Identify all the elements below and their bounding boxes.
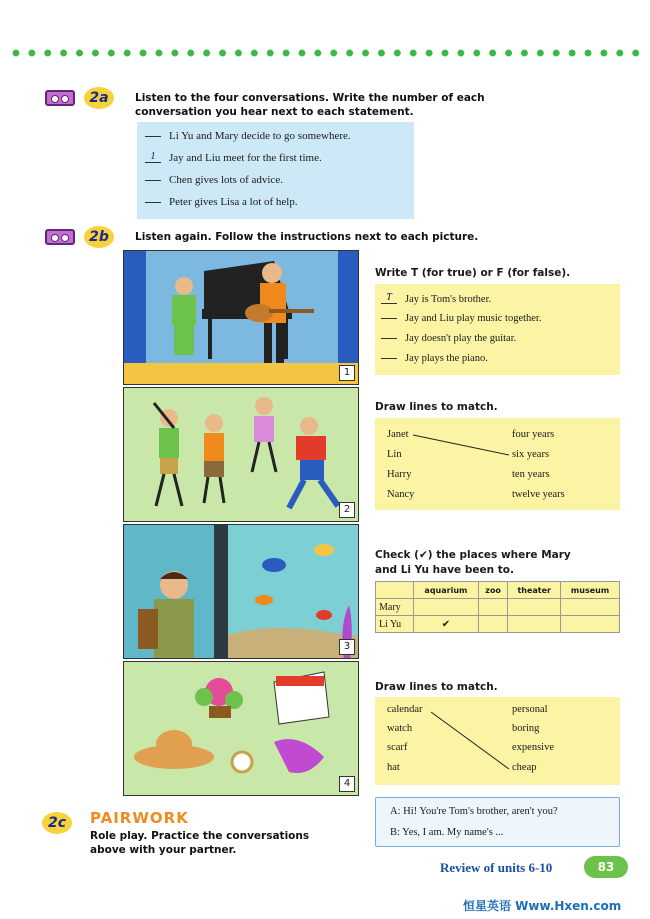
statement-item: Chen gives lots of advice.	[145, 174, 283, 186]
row-label: Li Yu	[376, 616, 414, 633]
picture-number: 4	[339, 776, 355, 792]
answer-blank[interactable]	[145, 180, 161, 181]
section-2b-instruction: Listen again. Follow the instructions next to each picture.	[135, 231, 479, 243]
section-2b-badge: 2b	[84, 226, 114, 248]
match2-left[interactable]: scarf	[387, 742, 408, 753]
page-number: 83	[584, 856, 628, 878]
section-2a-instruction: Listen to the four conversations. Write the number of each conversation you hear next to each statement.	[135, 92, 485, 118]
match1-box	[375, 418, 620, 510]
statement-item: Peter gives Lisa a lot of help.	[145, 196, 298, 208]
check-table	[375, 581, 620, 633]
match1-left[interactable]: Lin	[387, 449, 402, 460]
statement-item: Li Yu and Mary decide to go somewhere.	[145, 130, 351, 142]
match1-left[interactable]: Janet	[387, 429, 409, 440]
column-header: museum	[561, 582, 620, 599]
row-label: Mary	[376, 599, 414, 616]
picture-3-aquarium	[123, 524, 359, 659]
people-illustration	[124, 388, 359, 522]
section-2c-instruction: Role play. Practice the conversations above with your partner.	[90, 830, 310, 856]
statements-box	[137, 122, 414, 219]
table-row	[376, 599, 620, 616]
tf-item: T Jay is Tom's brother.	[381, 293, 491, 305]
match2-left[interactable]: hat	[387, 762, 400, 773]
match1-right[interactable]: twelve years	[512, 489, 565, 500]
tf-item: Jay plays the piano.	[381, 353, 488, 364]
match2-right[interactable]: personal	[512, 704, 548, 715]
tf-title: Write T (for true) or F (for false).	[375, 267, 571, 279]
table-corner	[376, 582, 414, 599]
dialog-box	[375, 797, 620, 847]
picture-1-stage	[123, 250, 359, 385]
match1-right[interactable]: four years	[512, 429, 555, 440]
watermark: 恒星英语 Www.Hxen.com	[463, 899, 622, 913]
tf-box	[375, 284, 620, 375]
dialog-line: A: Hi! You're Tom's brother, aren't you?	[390, 806, 558, 817]
dotted-divider	[8, 48, 644, 58]
check-cell[interactable]	[508, 599, 561, 616]
match1-right[interactable]: six years	[512, 449, 550, 460]
footer-title: Review of units 6-10	[440, 860, 553, 875]
column-header: theater	[508, 582, 561, 599]
check-cell[interactable]: ✔	[413, 616, 478, 633]
section-2a-badge: 2a	[84, 87, 114, 109]
answer-blank[interactable]	[145, 136, 161, 137]
picture-4-objects	[123, 661, 359, 796]
tf-answer[interactable]: T	[381, 293, 397, 304]
tf-item: Jay and Liu play music together.	[381, 313, 541, 324]
tf-item: Jay doesn't play the guitar.	[381, 333, 516, 344]
check-cell[interactable]	[478, 616, 507, 633]
check-cell[interactable]	[478, 599, 507, 616]
column-header: zoo	[478, 582, 507, 599]
aquarium-illustration	[124, 525, 359, 659]
picture-number: 3	[339, 639, 355, 655]
picture-number: 1	[339, 365, 355, 381]
answer-blank[interactable]	[145, 202, 161, 203]
match2-right[interactable]: expensive	[512, 742, 554, 753]
match2-left[interactable]: watch	[387, 723, 413, 734]
cassette-icon	[45, 90, 75, 106]
match1-title: Draw lines to match.	[375, 401, 498, 413]
objects-illustration	[124, 662, 359, 796]
answer-blank[interactable]: 1	[145, 152, 161, 163]
match1-left[interactable]: Harry	[387, 469, 412, 480]
tf-answer[interactable]	[381, 358, 397, 359]
match2-left[interactable]: calendar	[387, 704, 423, 715]
picture-2-people	[123, 387, 359, 522]
match2-right[interactable]: cheap	[512, 762, 537, 773]
match1-left[interactable]: Nancy	[387, 489, 415, 500]
match1-right[interactable]: ten years	[512, 469, 550, 480]
check-cell[interactable]	[413, 599, 478, 616]
check-cell[interactable]	[561, 599, 620, 616]
section-2c-badge: 2c	[42, 812, 72, 834]
picture-number: 2	[339, 502, 355, 518]
check-cell[interactable]	[508, 616, 561, 633]
cassette-icon	[45, 229, 75, 245]
match2-box	[375, 697, 620, 785]
table-row	[376, 616, 620, 633]
dialog-line: B: Yes, I am. My name's ...	[390, 827, 504, 838]
match2-title: Draw lines to match.	[375, 681, 498, 693]
statement-item: 1 Jay and Liu meet for the first time.	[145, 152, 322, 164]
pairwork-title: PAIRWORK	[90, 809, 189, 827]
stage-illustration	[124, 251, 359, 385]
tf-answer[interactable]	[381, 318, 397, 319]
match2-right[interactable]: boring	[512, 723, 540, 734]
check-title: Check (✔) the places where Mary and Li Yu have been to.	[375, 549, 571, 576]
column-header: aquarium	[413, 582, 478, 599]
tf-answer[interactable]	[381, 338, 397, 339]
check-cell[interactable]	[561, 616, 620, 633]
